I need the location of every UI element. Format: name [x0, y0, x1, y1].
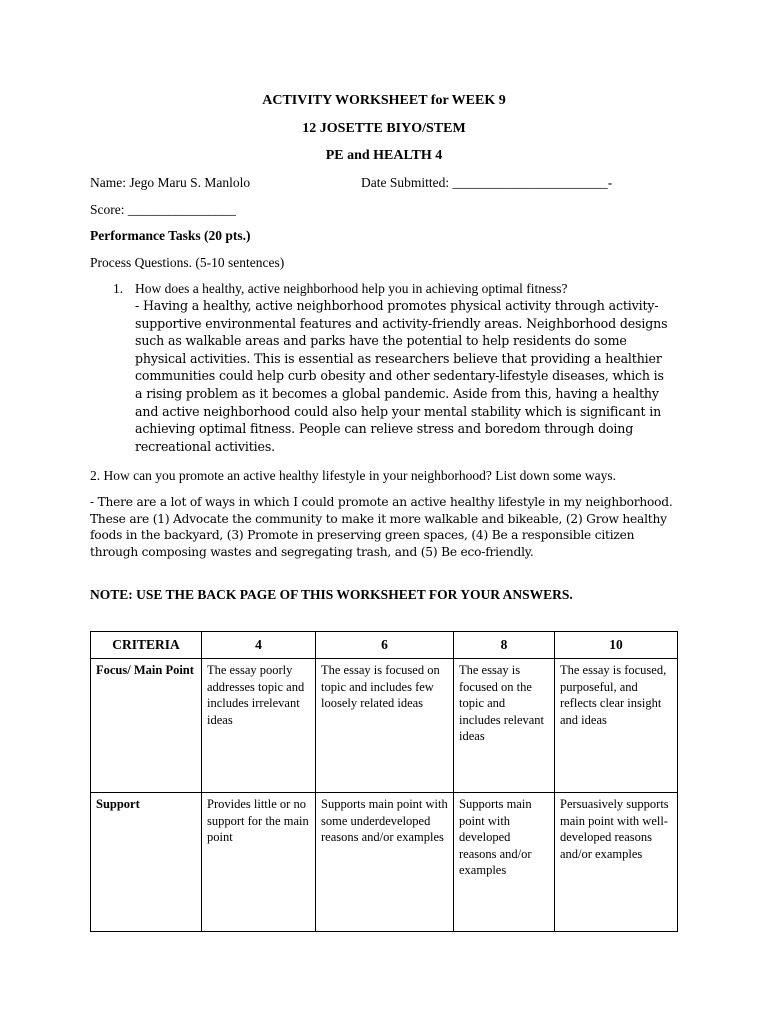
rubric-header-criteria: CRITERIA	[91, 632, 202, 659]
rubric-cell: The essay is focused, purposeful, and reflects clear insight and ideas	[555, 659, 678, 793]
rubric-header-4: 4	[202, 632, 316, 659]
rubric-criteria-support: Support	[91, 793, 202, 932]
score-field: Score: ________________	[90, 202, 236, 217]
rubric-table	[90, 631, 678, 932]
subject-title: PE and HEALTH 4	[325, 148, 443, 163]
rubric-cell: The essay is focused on topic and includes few loosely related ideas	[316, 659, 454, 793]
process-questions-label: Process Questions. (5-10 sentences)	[90, 255, 285, 270]
rubric-cell: Supports main point with developed reasons and/or examples	[454, 793, 555, 932]
rubric-cell: Provides little or no support for the main point	[202, 793, 316, 932]
rubric-cell: The essay poorly addresses topic and includes irrelevant ideas	[202, 659, 316, 793]
question-1-number: 1.	[113, 281, 124, 296]
rubric-cell: Supports main point with some underdeveloped reasons and/or examples	[316, 793, 454, 932]
rubric-header-6: 6	[316, 632, 454, 659]
answer-2: - There are a lot of ways in which I could promote an active healthy lifestyle in my neighborhood. These are (1) Advocate the community to make it more walkable and bikeable, (2) Grow healthy foods in the backyard, (3) Promote in preserving green spaces, (4) Be a responsible citizen through composing wastes and segregating trash, and (5) Be eco-friendly.	[90, 495, 673, 559]
question-1-text: How does a healthy, active neighborhood help you in achieving optimal fitness?	[135, 281, 568, 296]
performance-tasks-title: Performance Tasks (20 pts.)	[90, 228, 251, 243]
worksheet-title: ACTIVITY WORKSHEET for WEEK 9	[262, 93, 506, 108]
answer-1: - Having a healthy, active neighborhood promotes physical activity through activity-supportive environmental features and activity-friendly areas. Neighborhood designs such as walkable areas and parks have the potential to help residents do some physical activities. This is essential as researchers believe that providing a healthier communities could help curb obesity and other sedentary-lifestyle diseases, which is a rising problem as it becomes a global pandemic. Aside from this, having a healthy and active neighborhood could also help your mental stability which is significant in achieving optimal fitness. People can relieve stress and boredom through doing recreational activities.	[135, 298, 668, 454]
rubric-header-10: 10	[555, 632, 678, 659]
student-section: 12 JOSETTE BIYO/STEM	[302, 121, 466, 136]
question-2-text: 2. How can you promote an active healthy lifestyle in your neighborhood? List down some ways.	[90, 468, 617, 483]
table-row	[91, 659, 678, 793]
date-submitted: Date Submitted: _______________________-	[361, 175, 613, 190]
table-row	[91, 793, 678, 932]
rubric-cell: The essay is focused on the topic and includes relevant ideas	[454, 659, 555, 793]
student-name: Name: Jego Maru S. Manlolo	[90, 175, 251, 190]
note-text: NOTE: USE THE BACK PAGE OF THIS WORKSHEET FOR YOUR ANSWERS.	[90, 587, 573, 602]
rubric-header-row	[91, 632, 678, 659]
rubric-criteria-focus: Focus/ Main Point	[91, 659, 202, 793]
rubric-cell: Persuasively supports main point with well-developed reasons and/or examples	[555, 793, 678, 932]
rubric-header-8: 8	[454, 632, 555, 659]
